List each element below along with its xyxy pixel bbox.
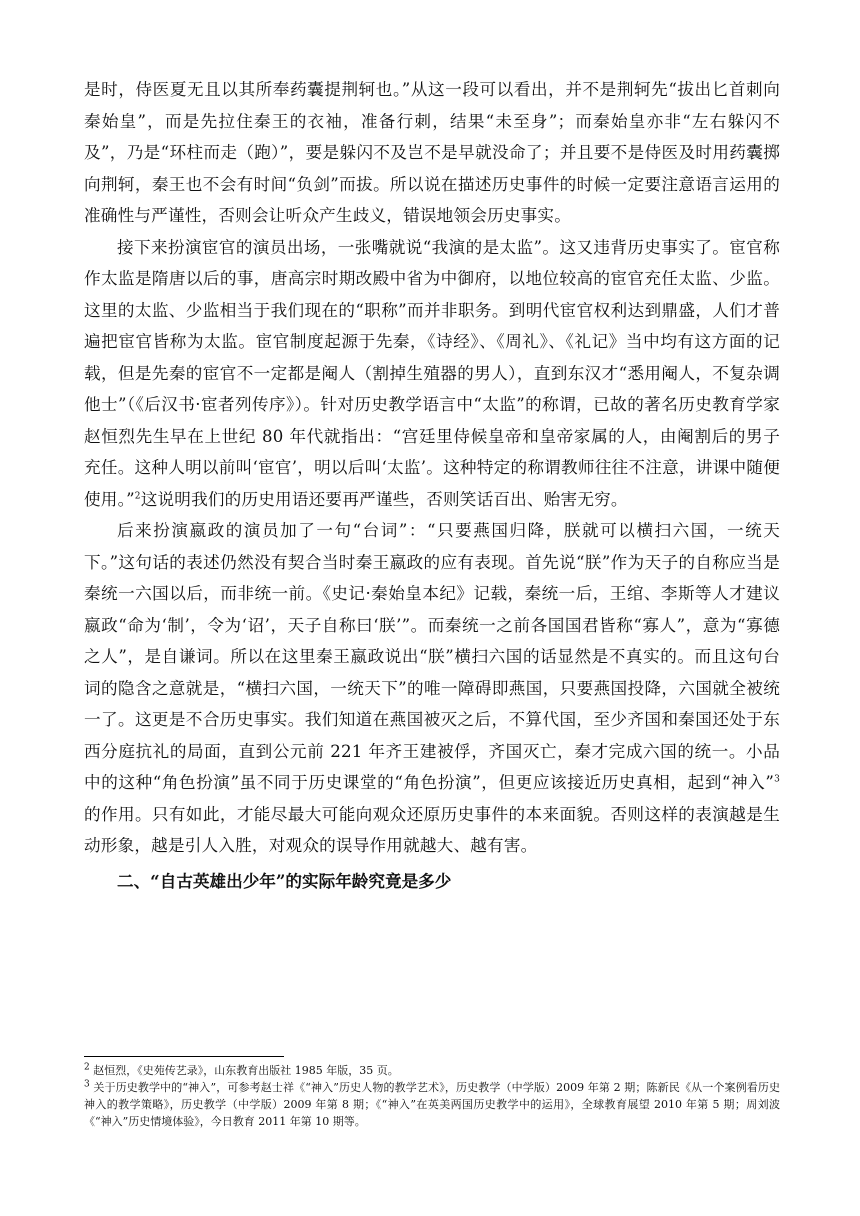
footnote-3: [84, 1079, 780, 1130]
section-heading: 二、“自古英雄出少年”的实际年龄究竟是多少: [117, 870, 452, 891]
paragraph-2: [84, 232, 780, 516]
paragraph-3: [84, 515, 780, 862]
document-body: [84, 74, 780, 897]
footnote-separator: [84, 1056, 284, 1057]
paragraph-2-tail: 这说明我们的历史用语还要再严谨些，否则笑话百出、贻害无穷。: [140, 489, 628, 509]
footnote-text: 关于历史教学中的“神入”，可参考赵士祥《“神入”历史人物的教学艺术》，历史教学（中学版）2009 年第 2 期；陈新民《从一个案例看历史神入的教学策略》，历史教学（中学版）2009 年第 8 期；《“神入”在英美两国历史教学中的运用》，全球教育展望 2010 年第 5 期；周刘波《“神入”历史情境体验》，今日教育 2011 年第 10 期等。: [84, 1081, 780, 1128]
footnotes: [84, 1062, 780, 1130]
footnote-text: 赵恒烈，《史苑传艺录》，山东教育出版社 1985 年版，35 页。: [93, 1064, 399, 1077]
paragraph-3-text: 后来扮演嬴政的演员加了一句“台词”：“只要燕国归降，朕就可以横扫六国，一统天下。”这句话的表述仍然没有契合当时秦王嬴政的应有表现。首先说“朕”作为天子的自称应当是秦统一六国以后，而非统一前。《史记·秦始皇本纪》记载，秦统一后，王绾、李斯等人才建议嬴政“命为‘制’，令为‘诏’，天子自称曰‘朕’”。而秦统一之前各国国君皆称“寡人”，意为“寡德之人”，是自谦词。所以在这里秦王嬴政说出“朕”横扫六国的话显然是不真实的。而且这句台词的隐含之意就是，“横扫六国，一统天下”的唯一障碍即燕国，只要燕国投降，六国就全被统一了。这更是不合历史事实。我们知道在燕国被灭之后，不算代国，至少齐国和秦国还处于东西分庭抗礼的局面，直到公元前 221 年齐王建被俘，齐国灭亡，秦才完成六国的统一。小品中的这种“角色扮演”虽不同于历史课堂的“角色扮演”，但更应该接近历史真相，起到“神入”: [84, 521, 780, 792]
footnote-number: 3: [84, 1079, 90, 1090]
paragraph-3-tail: 的作用。只有如此，才能尽最大可能向观众还原历史事件的本来面貌。否则这样的表演越是生动形象，越是引人入胜，对观众的误导作用就越大、越有害。: [84, 804, 780, 855]
footnote-number: 2: [84, 1062, 90, 1073]
paragraph-2-text: 接下来扮演宦官的演员出场，一张嘴就说“我演的是太监”。这又违背历史事实了。宦官称作太监是隋唐以后的事，唐高宗时期改殿中省为中御府，以地位较高的宦官充任太监、少监。这里的太监、少监相当于我们现在的“职称”而并非职务。到明代宦官权利达到鼎盛，人们才普遍把宦官皆称为太监。宦官制度起源于先秦，《诗经》、《周礼》、《礼记》当中均有这方面的记载，但是先秦的宦官不一定都是阉人（割掉生殖器的男人），直到东汉才“悉用阉人，不复杂调他士”（《后汉书·宦者列传序》）。针对历史教学语言中“太监”的称谓，已故的著名历史教育学家赵恒烈先生早在上世纪 80 年代就指出：“宫廷里侍候皇帝和皇帝家属的人，由阉割后的男子充任。这种人明以前叫‘宦官’，明以后叫‘太监’。这种特定的称谓教师往往不注意，讲课中随便使用。”: [84, 237, 780, 509]
footnote-ref-3[interactable]: 3: [774, 774, 780, 785]
footnote-ref-2[interactable]: 2: [134, 490, 141, 501]
paragraph-1: 是时，侍医夏无且以其所奉药囊提荆轲也。”从这一段可以看出，并不是荆轲先“拔出匕首刺向秦始皇”，而是先拉住秦王的衣袖，准备行刺，结果“未至身”；而秦始皇亦非“左右躲闪不及”，乃是“环柱而走（跑）”，要是躲闪不及岂不是早就没命了；并且要不是侍医及时用药囊掷向荆轲，秦王也不会有时间“负剑”而拔。所以说在描述历史事件的时候一定要注意语言运用的准确性与严谨性，否则会让听众产生歧义，错误地领会历史事实。: [84, 80, 780, 225]
footnote-2: [84, 1062, 780, 1079]
